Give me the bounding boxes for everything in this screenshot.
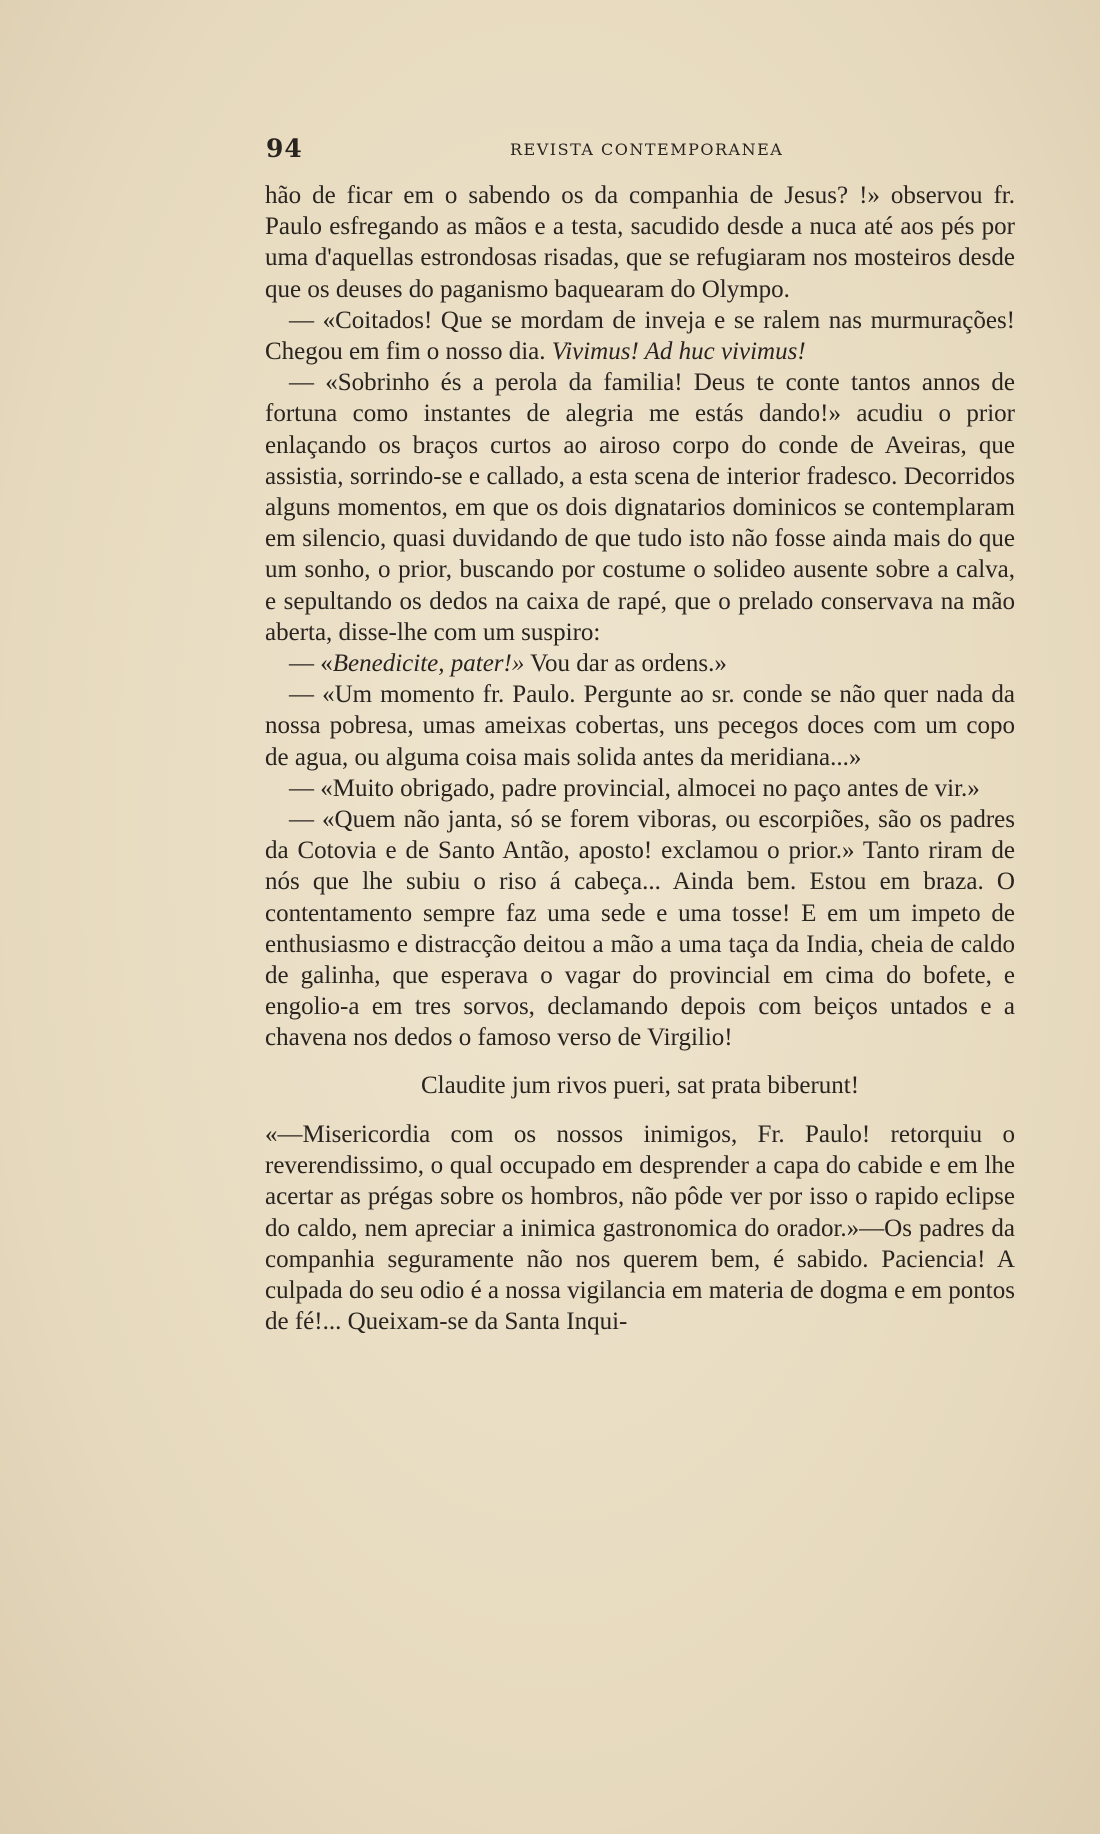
latin-phrase: Vivimus! Ad huc vivimus! — [551, 338, 806, 366]
paragraph-2 — [265, 305, 1015, 367]
virgil-verse: Claudite jum rivos pueri, sat prata biberunt! — [420, 1071, 860, 1099]
latin-blessing: Benedicite, pater!» — [332, 650, 525, 678]
page-header — [266, 134, 1016, 164]
paragraph-8: «—Misericordia com os nossos inimigos, Fr. Paulo! retorquiu o reverendissimo, o qual occupado em desprender a capa do cabide e em lhe acertar as prégas sobre os hombros, não pôde ver por isso o rapido eclipse do caldo, nem apreciar a inimica gastronomica do orador.»—Os padres da companhia seguramente não nos querem bem, é sabido. Paciencia! A culpada do seu odio é a nossa vigilancia em materia de dogma e em pontos de fé!... Queixam-se da Santa Inqui- — [265, 1120, 1015, 1336]
paragraph-4-dash: — « — [289, 650, 333, 678]
page-number: 94 — [266, 134, 303, 163]
paragraph-3: — «Sobrinho és a perola da familia! Deus te conte tantos annos de fortuna como instantes de alegria me estás dando!» acudiu o prior enlaçando os braços curtos ao airoso corpo do conde de Aveiras, que assistia, sorrindo-se e callado, a esta scena de interior fradesco. Decorridos alguns momentos, em que os dois dignatarios dominicos se contemplaram em silencio, quasi duvidando de que tudo isto não fosse ainda mais do que um sonho, o prior, buscando por costume o solideo ausente sobre a calva, e sepultando os dedos na caixa de rapé, que o prelado conservava na mão aberta, disse-lhe com um suspiro: — [265, 369, 1015, 646]
paragraph-6: — «Muito obrigado, padre provincial, almocei no paço antes de vir.» — [289, 774, 980, 802]
paragraph-7: — «Quem não janta, só se forem viboras, ou escorpiões, são os padres da Cotovia e de Santo Antão, aposto! exclamou o prior.» Tanto riram de nós que lhe subiu o riso á cabeça... Ainda bem. Estou em braza. O contentamento sempre faz uma sede e uma tosse! E em um impeto de enthusiasmo e distracção deitou a mão a uma taça da India, cheia de caldo de galinha, que esperava o vagar do provincial em cima do bofete, e engolio-a em tres sorvos, declamando depois com beiços untados e a chavena nos dedos o famoso verso de Virgilio! — [265, 806, 1015, 1052]
running-title: REVISTA CONTEMPORANEA — [510, 140, 784, 159]
paragraph-4 — [265, 648, 1015, 679]
paragraph-2-text: — «Coitados! Que se mordam de inveja e se ralem nas murmurações! Chegou em fim o nosso dia. — [265, 306, 1015, 366]
body-text — [265, 180, 1015, 1337]
paragraph-5: — «Um momento fr. Paulo. Pergunte ao sr. conde se não quer nada da nossa pobresa, umas ameixas cobertas, uns pecegos doces com um copo de agua, ou alguma coisa mais solida antes da meridiana...» — [265, 681, 1015, 771]
paragraph-1: hão de ficar em o sabendo os da companhia de Jesus? !» observou fr. Paulo esfregando as mãos e a testa, sacudido desde a nuca até aos pés por uma d'aquellas estrondosas risadas, que se refugiaram nos mosteiros desde que os deuses do paganismo baquearam do Olympo. — [265, 182, 1015, 303]
paragraph-4-text: Vou dar as ordens.» — [524, 650, 727, 678]
